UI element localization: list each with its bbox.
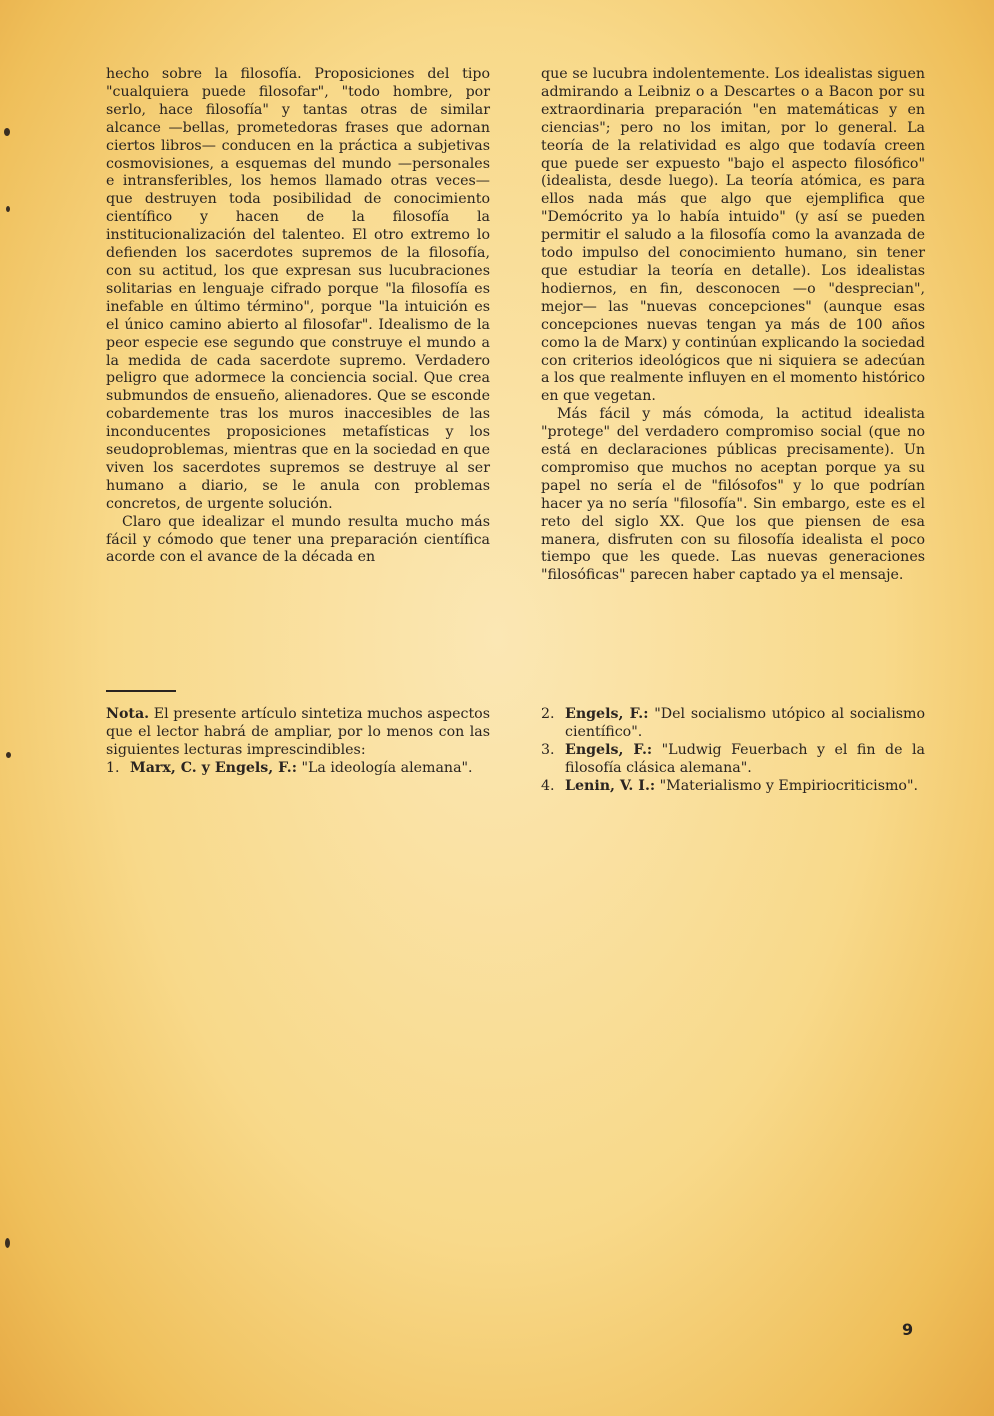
reference-item: [541, 706, 925, 742]
margin-speck: [5, 1238, 10, 1248]
reference-number: 1.: [106, 759, 120, 776]
margin-speck: [6, 752, 11, 758]
reference-title: "La ideología alemana".: [301, 759, 473, 776]
paragraph: Más fácil y más cómoda, la actitud idealista "protege" del verdadero compromiso social (que no está en declaraciones públicas precisamente). Un compromiso que muchos no aceptan porque ya su papel no sería el de "filósofos" y lo que podrían hacer ya no sería "filosofía". Sin embargo, este es el reto del siglo XX. Que los que piensen de esa manera, disfruten con su filosofía idealista el poco tiempo que les quede. Las nuevas generaciones "filosóficas" parecen haber captado ya el mensaje.: [541, 406, 925, 584]
reference-item: [541, 742, 925, 778]
footnotes-left: [106, 706, 490, 778]
reference-author: Lenin, V. I.:: [565, 777, 656, 794]
reference-author: Engels, F.:: [565, 741, 653, 758]
note-intro: [106, 706, 490, 760]
article-column-right: [541, 66, 925, 585]
article-column-left: [106, 66, 490, 567]
reference-title: "Del socialismo utópico al socialismo científico".: [565, 706, 926, 740]
paragraph: que se lucubra indolentemente. Los idealistas siguen admirando a Leibniz o a Descartes o a Bacon por su extraordinaria preparación "en matemáticas y en ciencias"; pero no los imitan, por lo general. La teoría de la relatividad es algo que todavía creen que puede ser expuesto "bajo el aspecto filosófico" (idealista, desde luego). La teoría atómica, es para ellos nada más que algo que ejemplifica que "Demócrito ya lo había intuido" (y así se pueden permitir el saludo a la filosofía como la avanzada de todo impulso del conocimiento humano, sin tener que estudiar la teoría en detalle). Los idealistas hodiernos, en fin, desconocen —o "desprecian", mejor— las "nuevas concepciones" (aunque esas concepciones nuevas tengan ya más de 100 años como la de Marx) y continúan explicando la sociedad con criterios ideológicos que ni siquiera se adecúan a los que realmente influyen en el momento histórico en que vegetan.: [541, 66, 925, 405]
footnotes-right: [541, 706, 925, 796]
reference-item: [106, 760, 490, 778]
reference-number: 4.: [541, 777, 555, 794]
reference-item: [541, 778, 925, 796]
footnote-divider: [106, 690, 176, 692]
reference-number: 3.: [541, 741, 555, 758]
margin-speck: [6, 206, 10, 212]
page-number: 9: [902, 1320, 914, 1339]
note-label: Nota.: [106, 706, 150, 722]
reference-author: Engels, F.:: [565, 706, 649, 722]
reference-author: Marx, C. y Engels, F.:: [130, 759, 297, 776]
note-intro-text: El presente artículo sintetiza muchos aspectos que el lector habrá de ampliar, por lo menos con las siguientes lecturas imprescindibles:: [106, 706, 490, 758]
reference-number: 2.: [541, 706, 555, 722]
paragraph: Claro que idealizar el mundo resulta mucho más fácil y cómodo que tener una preparación científica acorde con el avance de la década en: [106, 513, 490, 566]
reference-title: "Materialismo y Empiriocriticismo".: [659, 777, 919, 794]
reference-title: "Ludwig Feuerbach y el fin de la filosofía clásica alemana".: [565, 741, 925, 776]
paragraph: hecho sobre la filosofía. Proposiciones del tipo "cualquiera puede filosofar", "todo hombre, por serlo, hace filosofía" y tantas otras de similar alcance —bellas, prometedoras frases que adornan ciertos libros— conducen en la práctica a subjetivas cosmovisiones, a esquemas del mundo —personales e intransferibles, los hemos llamado otras veces— que destruyen toda posibilidad de conocimiento científico y hacen de la filosofía la institucionalización del talenteo. El otro extremo lo defienden los sacerdotes supremos de la filosofía, con su actitud, los que expresan sus lucubraciones solitarias en lenguaje cifrado porque "la filosofía es inefable en último término", porque "la intuición es el único camino abierto al filosofar". Idealismo de la peor especie ese segundo que construye el mundo a la medida de cada sacerdote supremo. Verdadero peligro que adormece la conciencia social. Que crea submundos de ensueño, alienadores. Que se esconde cobardemente tras los muros inaccesibles de las inconducentes proposiciones metafísticas y los seudoproblemas, mientras que en la sociedad en que viven los sacerdotes supremos se destruye al ser humano a diario, se le anula con problemas concretos, de urgente solución.: [106, 66, 490, 512]
margin-speck: [4, 128, 10, 136]
